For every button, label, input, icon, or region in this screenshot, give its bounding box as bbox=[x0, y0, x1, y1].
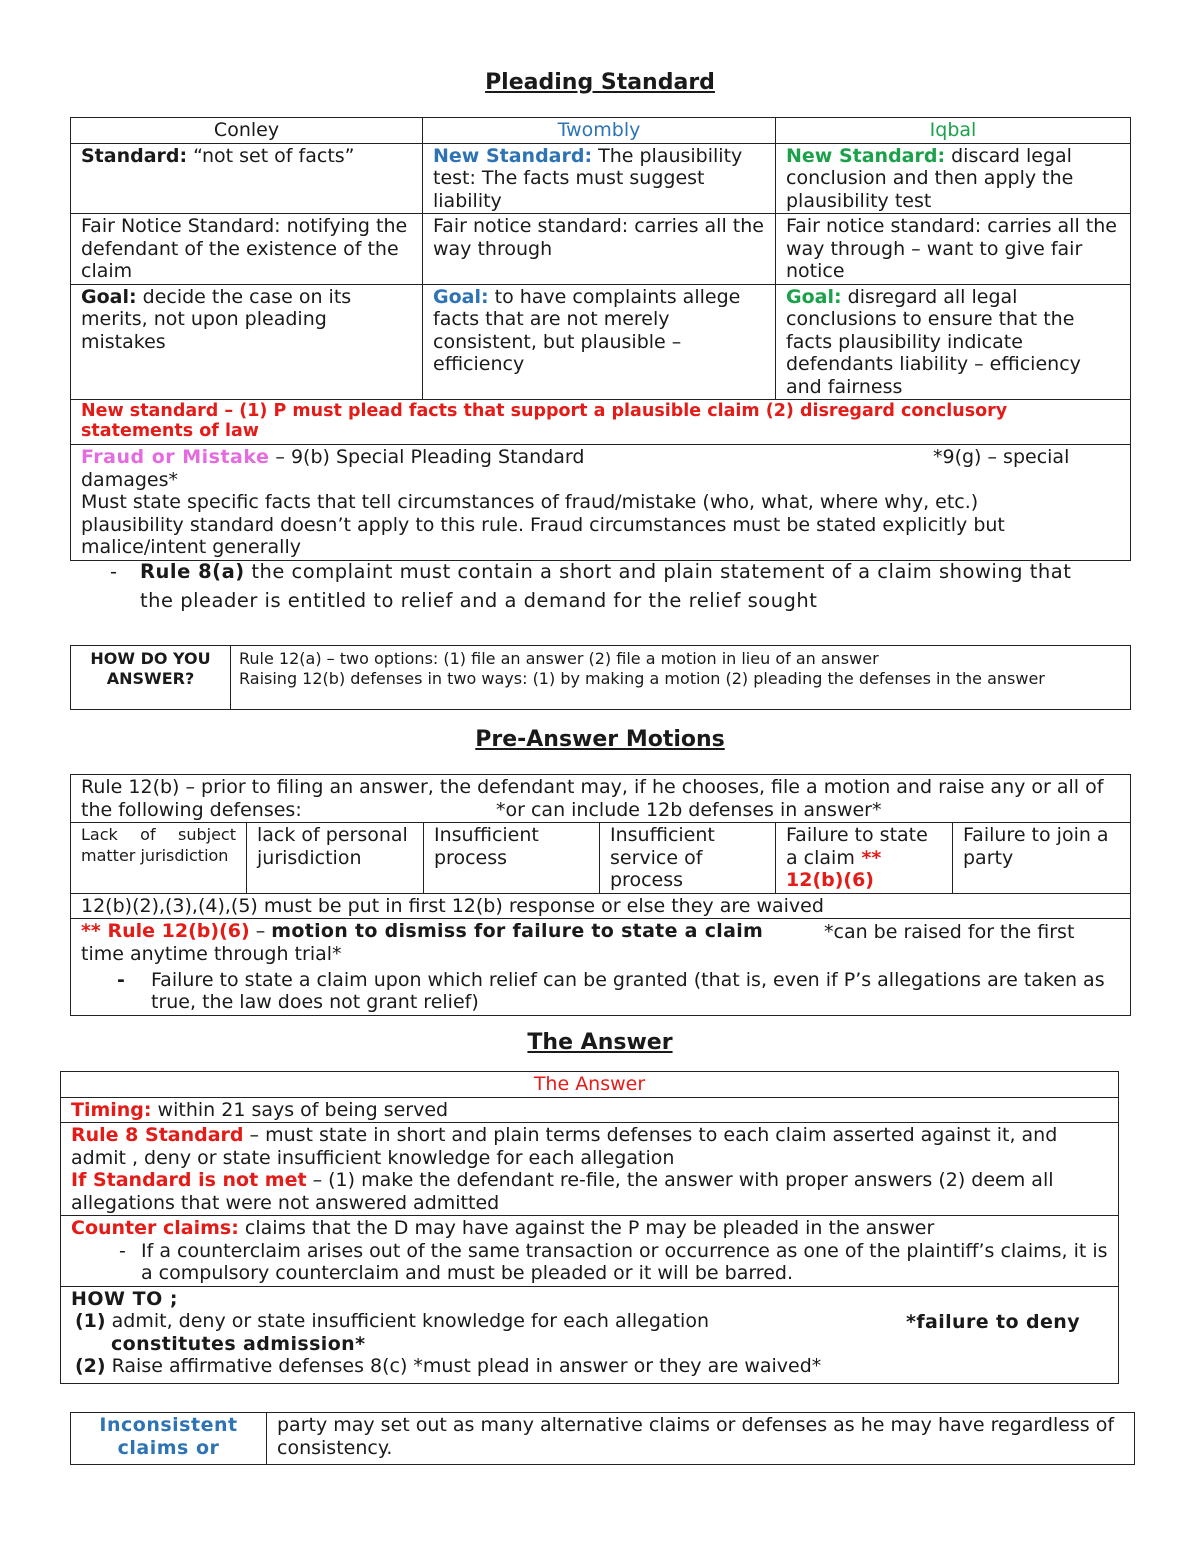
how-to-row bbox=[61, 1286, 1119, 1384]
defense-subject-matter: Lack of subject matter jurisdiction bbox=[71, 823, 247, 894]
rule-8a-label: Rule 8(a) bbox=[140, 560, 245, 583]
answer-table bbox=[60, 1071, 1119, 1384]
rule-12b-intro-note: *or can include 12b defenses in answer* bbox=[496, 799, 882, 821]
pleading-standard-table bbox=[70, 117, 1131, 561]
pre-answer-table bbox=[70, 774, 1131, 1016]
fraud-mistake-cell bbox=[71, 445, 1131, 561]
answer-table-title: The Answer bbox=[61, 1072, 1119, 1098]
how-answer-line-1: Rule 12(a) – two options: (1) file an answer (2) file a motion in lieu of an answer bbox=[239, 649, 879, 668]
how-to-step-2: (2) Raise affirmative defenses 8(c) *must plead in answer or they are waived* bbox=[75, 1354, 822, 1377]
iqbal-fair-notice: Fair notice standard: carries all the way through – want to give fair notice bbox=[776, 214, 1131, 285]
fraud-line-3: plausibility standard doesn’t apply to this rule. Fraud circumstances must be stated explicitly but malice/intent generally bbox=[81, 513, 1005, 558]
defense-insufficient-process: Insufficient process bbox=[424, 823, 600, 894]
rule-12b6-label: ** Rule 12(b)(6) bbox=[81, 920, 250, 942]
counter-claims-row: Counter claims: claims that the D may have against the P may be pleaded in the answer - If a counterclaim arises out of the same transaction or occurrence as one of the plaintiff’s claims, it is a compulsory counterclaim and must be pleaded or it will be barred. bbox=[61, 1216, 1119, 1287]
how-to-label: HOW TO ; bbox=[71, 1287, 178, 1310]
special-damages-note: *9(g) – special bbox=[933, 446, 1070, 468]
twombly-goal: Goal: to have complaints allege facts that are not merely consistent, but plausible – efficiency bbox=[423, 284, 776, 400]
header-twombly: Twombly bbox=[423, 118, 776, 144]
rule-8-standard-row: Rule 8 Standard – must state in short and plain terms defenses to each claim asserted against it, and admit , deny or state insufficient knowledge for each allegation If Standard is not met – (1) make the defendant re-file, the answer with proper answers (2) deem all allegations that were not answered admitted bbox=[61, 1123, 1119, 1216]
defense-failure-to-join: Failure to join a party bbox=[953, 823, 1131, 894]
rule-12b-intro: Rule 12(b) – prior to filing an answer, the defendant may, if he chooses, file a motion and raise any or all of the following defenses: *or can include 12b defenses in answer* bbox=[71, 775, 1131, 823]
rule-12b6-bullet: - Failure to state a claim upon which relief can be granted (that is, even if P’s allegations are taken as true, the law does not grant relief) bbox=[117, 968, 1105, 1013]
how-answer-table bbox=[70, 645, 1131, 710]
rule-12b6-cell: ** Rule 12(b)(6) – motion to dismiss for failure to state a claim *can be raised for the first time anytime through trial* - Failure to state a claim upon which relief can be granted (that is, even if P’s allegations are taken as true, the law does not grant relief) bbox=[71, 919, 1131, 1016]
twombly-fair-notice: Fair notice standard: carries all the way through bbox=[423, 214, 776, 285]
rule-12b6-bold: motion to dismiss for failure to state a claim bbox=[271, 920, 764, 942]
fraud-rule: – 9(b) Special Pleading Standard bbox=[269, 446, 585, 468]
conley-goal: Goal: decide the case on its merits, not upon pleading mistakes bbox=[71, 284, 423, 400]
inconsistent-table bbox=[70, 1412, 1135, 1465]
special-damages-cont: damages* bbox=[81, 468, 179, 491]
waiver-note: 12(b)(2),(3),(4),(5) must be put in first 12(b) response or else they are waived bbox=[71, 893, 1131, 919]
how-answer-line-2: Raising 12(b) defenses in two ways: (1) by making a motion (2) pleading the defenses in the answer bbox=[239, 669, 1045, 688]
header-iqbal: Iqbal bbox=[776, 118, 1131, 144]
how-to-step-1-note-a: *failure to deny bbox=[906, 1310, 1080, 1333]
the-answer-title: The Answer bbox=[527, 1030, 673, 1055]
fraud-label: Fraud or Mistake bbox=[81, 446, 270, 468]
rule-8a-text: the complaint must contain a short and plain statement of a claim showing that the pleader is entitled to relief and a demand for the relief sought bbox=[140, 560, 1072, 612]
how-answer-label: HOW DO YOU ANSWER? bbox=[71, 646, 231, 710]
iqbal-standard: New Standard: discard legal conclusion and then apply the plausibility test bbox=[776, 143, 1131, 214]
header-conley: Conley bbox=[71, 118, 423, 144]
inconsistent-text: party may set out as many alternative claims or defenses as he may have regardless of consistency. bbox=[267, 1413, 1135, 1465]
how-to-step-1-note-b: constitutes admission* bbox=[111, 1332, 366, 1355]
defense-personal-jurisdiction: lack of personal jurisdiction bbox=[247, 823, 424, 894]
new-standard-note: New standard – (1) P must plead facts that support a plausible claim (2) disregard conclusory statements of law bbox=[71, 400, 1131, 445]
rule-12b6-note-1: *can be raised for the first bbox=[824, 920, 1075, 943]
counter-claims-bullet: - If a counterclaim arises out of the same transaction or occurrence as one of the plaintiff’s claims, it is a compulsory counterclaim and must be pleaded or it will be barred. bbox=[119, 1239, 1108, 1284]
defense-insufficient-service: Insufficient service of process bbox=[600, 823, 776, 894]
inconsistent-label: Inconsistent claims or bbox=[71, 1413, 267, 1465]
twombly-standard: New Standard: The plausibility test: The facts must suggest liability bbox=[423, 143, 776, 214]
timing-row: Timing: within 21 says of being served bbox=[61, 1097, 1119, 1123]
conley-fair-notice: Fair Notice Standard: notifying the defendant of the existence of the claim bbox=[71, 214, 423, 285]
how-answer-content bbox=[231, 646, 1131, 710]
conley-standard: Standard: “not set of facts” bbox=[71, 143, 423, 214]
iqbal-goal: Goal: disregard all legal conclusions to ensure that the facts plausibility indicate defendants liability – efficiency and fairness bbox=[776, 284, 1131, 400]
fraud-line-2: Must state specific facts that tell circumstances of fraud/mistake (who, what, where why, etc.) bbox=[81, 491, 979, 513]
pre-answer-motions-title: Pre-Answer Motions bbox=[475, 727, 725, 752]
rule-8a-bullet: - Rule 8(a) the complaint must contain a short and plain statement of a claim showing that the pleader is entitled to relief and a demand for the relief sought bbox=[110, 560, 1072, 612]
rule-12b6-note-2: time anytime through trial* bbox=[81, 942, 342, 965]
how-to-step-1: (1) admit, deny or state insufficient knowledge for each allegation bbox=[75, 1310, 709, 1332]
pleading-standard-title: Pleading Standard bbox=[485, 70, 715, 95]
defense-failure-to-state: Failure to state a claim ** 12(b)(6) bbox=[776, 823, 953, 894]
